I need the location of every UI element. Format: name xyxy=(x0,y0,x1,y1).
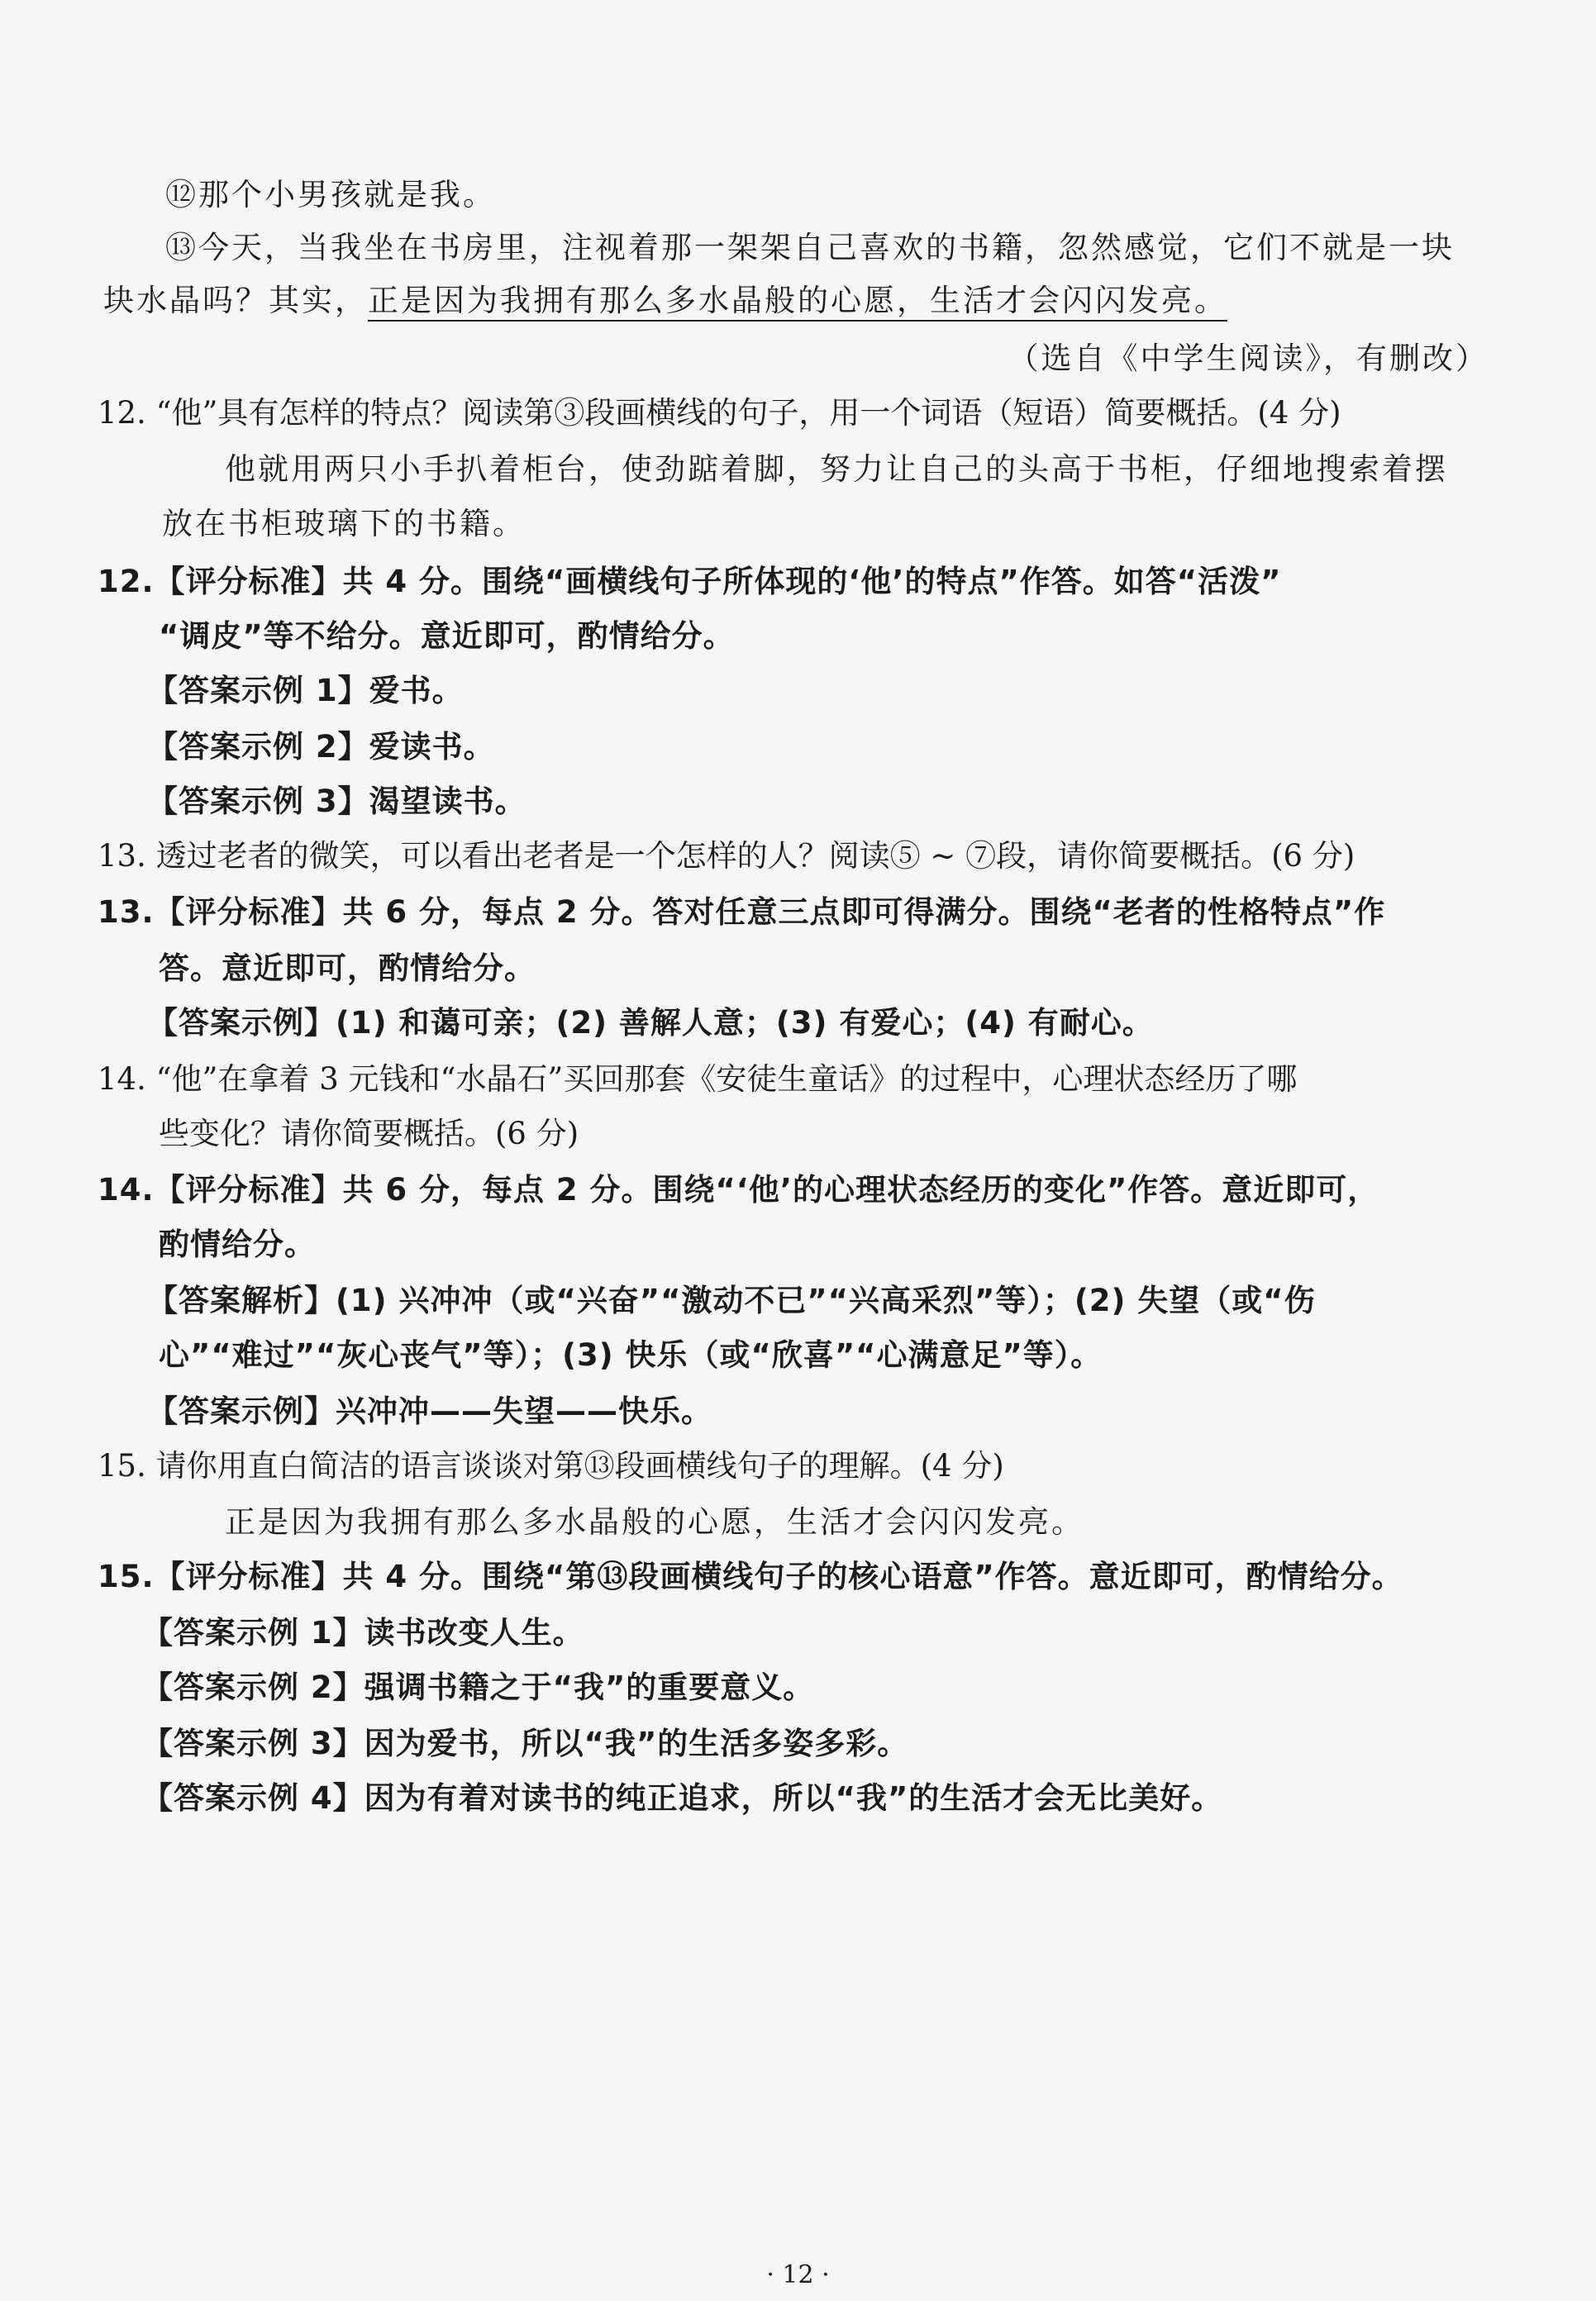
question-15-example-2: 【答案示例 2】强调书籍之于“我”的重要意义。 xyxy=(142,1670,815,1705)
question-12-quote-line1: 他就用两只小手扒着柜台，使劲踮着脚，努力让自己的头高于书柜，仔细地搜索着摆 xyxy=(225,451,1448,487)
question-12: 12. “他”具有怎样的特点？阅读第③段画横线的句子，用一个词语（短语）简要概括。(4 分) xyxy=(98,395,1341,431)
question-14-line1: 14. “他”在拿着 3 元钱和“水晶石”买回那套《安徒生童话》的过程中，心理状态经历了哪 xyxy=(98,1061,1298,1097)
question-14-analysis-line2: 心”“难过”“灰心丧气”等）；(3) 快乐（或“欣喜”“心满意足”等）。 xyxy=(159,1337,1103,1373)
question-15-example-4: 【答案示例 4】因为有着对读书的纯正追求，所以“我”的生活才会无比美好。 xyxy=(142,1780,1223,1816)
question-15-criteria: 15.【评分标准】共 4 分。围绕“第⑬段画横线句子的核心语意”作答。意近即可，酌情给分。 xyxy=(98,1559,1403,1594)
question-12-example-3: 【答案示例 3】渴望读书。 xyxy=(147,784,526,819)
question-14-analysis-line1: 【答案解析】(1) 兴冲冲（或“兴奋”“激动不已”“兴高采烈”等）；(2) 失望（或“伤 xyxy=(147,1283,1316,1318)
passage-paragraph-12: ⑫那个小男孩就是我。 xyxy=(165,177,496,212)
question-14-example: 【答案示例】兴冲冲——失望——快乐。 xyxy=(147,1393,712,1429)
question-12-criteria-line2: “调皮”等不给分。意近即可，酌情给分。 xyxy=(159,618,735,654)
question-15: 15. 请你用直白简洁的语言谈谈对第⑬段画横线句子的理解。(4 分) xyxy=(98,1448,1004,1484)
page-number: · 12 · xyxy=(766,2261,830,2289)
question-12-example-1: 【答案示例 1】爱书。 xyxy=(147,673,464,708)
question-15-example-1: 【答案示例 1】读书改变人生。 xyxy=(142,1615,584,1651)
question-13-example: 【答案示例】(1) 和蔼可亲；(2) 善解人意；(3) 有爱心；(4) 有耐心。 xyxy=(147,1005,1154,1041)
question-12-example-2: 【答案示例 2】爱读书。 xyxy=(147,729,495,765)
question-13: 13. 透过老者的微笑，可以看出老者是一个怎样的人？阅读⑤ ~ ⑦段，请你简要概括。(6 分) xyxy=(98,838,1355,874)
question-13-criteria-line1: 13.【评分标准】共 6 分，每点 2 分。答对任意三点即可得满分。围绕“老者的性格特点”作 xyxy=(98,894,1386,930)
passage-p13-text: 块水晶吗？其实， xyxy=(103,283,368,318)
question-14-criteria-line1: 14.【评分标准】共 6 分，每点 2 分。围绕“‘他’的心理状态经历的变化”作答。意近即可， xyxy=(98,1172,1379,1208)
question-13-criteria-line2: 答。意近即可，酌情给分。 xyxy=(159,950,536,986)
question-15-example-3: 【答案示例 3】因为爱书，所以“我”的生活多姿多彩。 xyxy=(142,1726,909,1761)
passage-paragraph-13-line1: ⑬今天，当我坐在书房里，注视着那一架架自己喜欢的书籍，忽然感觉，它们不就是一块 xyxy=(165,230,1455,265)
question-14-line2: 些变化？请你简要概括。(6 分) xyxy=(159,1116,579,1151)
passage-source: （选自《中学生阅读》，有删改） xyxy=(1008,341,1489,376)
question-14-criteria-line2: 酌情给分。 xyxy=(159,1227,316,1262)
question-15-quote: 正是因为我拥有那么多水晶般的心愿，生活才会闪闪发亮。 xyxy=(225,1504,1084,1540)
underlined-sentence: 正是因为我拥有那么多水晶般的心愿，生活才会闪闪发亮。 xyxy=(368,283,1227,322)
passage-paragraph-13-line2 xyxy=(103,281,1227,321)
question-12-quote-line2: 放在书柜玻璃下的书籍。 xyxy=(162,506,526,541)
question-12-criteria-line1: 12.【评分标准】共 4 分。围绕“画横线句子所体现的‘他’的特点”作答。如答“活泼” xyxy=(98,564,1282,599)
